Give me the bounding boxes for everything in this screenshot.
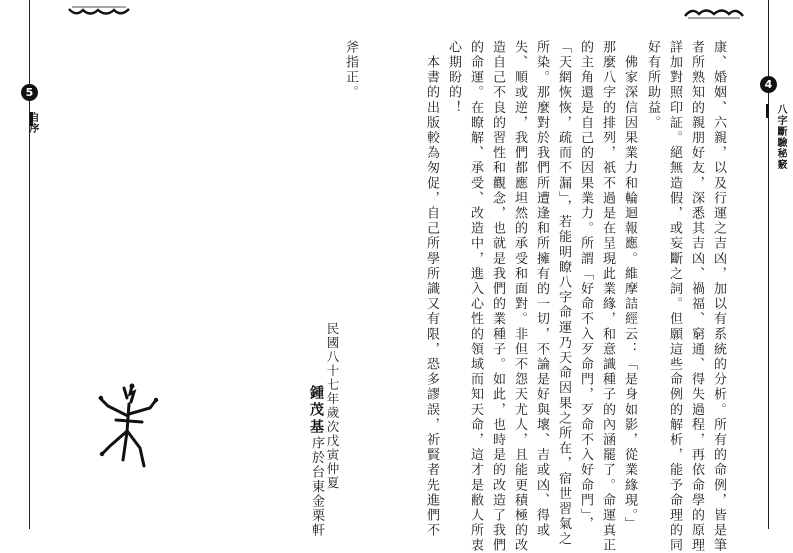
text-column: 所染。那麼對於我們所遭逢和所擁有的一切，不論是好與壞、吉或凶、得或 — [534, 40, 549, 539]
text-column: 的命運。在瞭解、承受、改造中，進入心性的領域而知天命，這才是敝人所衷 — [468, 40, 483, 553]
section-label: 自序 — [27, 112, 38, 134]
author-signature — [306, 385, 326, 538]
left-margin-rule — [29, 0, 30, 529]
text-column: 佛家深信因果業力和輪迴報應。維摩詰經云：「是身如影，從業緣現。」 — [622, 40, 637, 532]
left-page-number: 5 — [21, 84, 38, 101]
text-column: 那麼八字的排列，祇不過是在呈現此業緣，和意識種子的內涵罷了。命運真正 — [600, 40, 615, 553]
text-column: 康、婚姻、六親，以及行運之吉凶，加以有系統的分析。所有的命例，皆是筆 — [711, 40, 726, 553]
text-column: 本書的出版較為匆促，自己所學所識又有限，恐多謬誤，祈賢者先進們不 — [424, 40, 439, 539]
right-page-number: 4 — [760, 76, 777, 93]
text-column: 詳加對照印証。絕無造假，或妄斷之詞。但願這些命例的解析，能予命理的同 — [667, 40, 682, 553]
right-header-ornament — [684, 6, 744, 20]
text-column: 失、順或逆，我們都應坦然的承受和面對。非但不怨天尤人，且能更積極的改 — [512, 40, 527, 553]
ink-seal-figure — [96, 380, 166, 475]
book-title: 八字斷驗秘竅 — [775, 104, 786, 170]
author-name: 鍾茂基 — [308, 385, 324, 436]
text-column: 的主角還是自己的因果業力。所謂「好命不入歹命門，歹命不入好命門」， — [578, 40, 593, 532]
left-header-ornament — [68, 6, 130, 18]
text-column: 「天網恢恢，疏而不漏」，若能明瞭八字命運乃天命因果之所在，宿世習氣之 — [556, 40, 571, 547]
right-section-marker — [766, 104, 769, 118]
text-column: 好有所助益。 — [645, 40, 660, 131]
text-column: 者所熟知的親朋好友，深悉其吉凶、禍福、窮通、得失過程，再依命學的原理 — [689, 40, 704, 553]
date-line: 民國八十七年歲次戊寅仲夏 — [325, 322, 340, 490]
text-column: 造自己不良的習性和觀念，也就是我們的業種子。如此，也時是的改造了我們 — [490, 40, 505, 553]
closing-line: 斧指正。 — [343, 40, 358, 101]
author-suffix: 序於台東金栗軒 — [309, 436, 324, 538]
text-column: 心期盼的！ — [446, 40, 461, 116]
